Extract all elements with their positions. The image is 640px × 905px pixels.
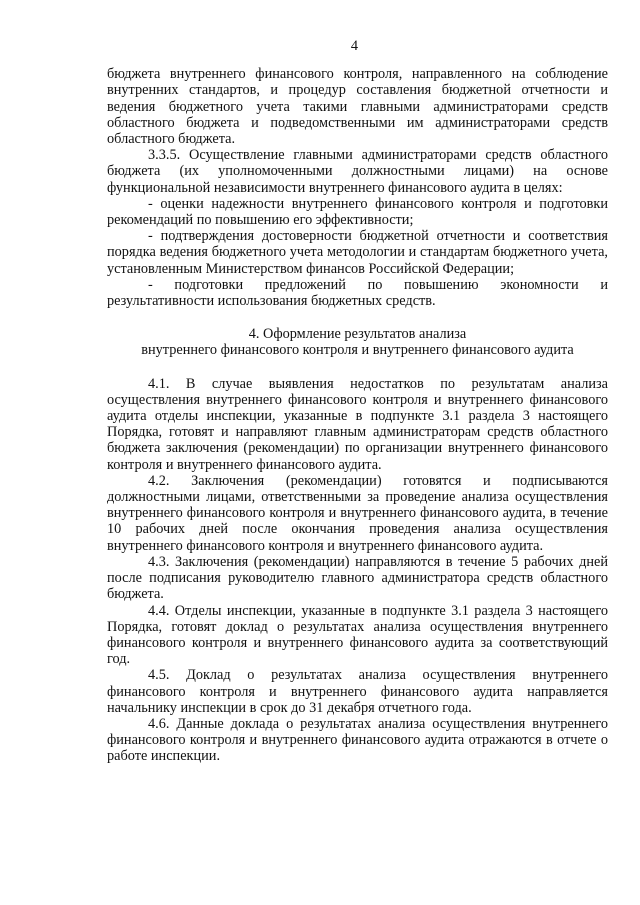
section-body <box>107 376 608 765</box>
paragraph-continuation: бюджета внутреннего финансового контроля, направленного на соблюдение внутренних стандартов, и процедур составления бюджетной отчетности и ведения бюджетного учета такими главными администраторами средств областного бюджета и подведомственными им администраторами средств областного бюджета. <box>107 66 608 148</box>
paragraph-4-4: 4.4. Отделы инспекции, указанные в подпункте 3.1 раздела 3 настоящего Порядка, готовят доклад о результатах анализа осуществления внутреннего финансового контроля и внутреннего финансового аудита за соответствующий год. <box>107 602 608 668</box>
paragraph-4-3: 4.3. Заключения (рекомендации) направляются в течение 5 рабочих дней после подписания руководителю главного администратора средств областного бюджета. <box>107 553 608 603</box>
list-item-assessment: - оценки надежности внутреннего финансового контроля и подготовки рекомендаций по повышению его эффективности; <box>107 195 608 229</box>
section-title-line-1: 4. Оформление результатов анализа <box>248 326 467 343</box>
paragraph-3-3-5: 3.3.5. Осуществление главными администраторами средств областного бюджета (их уполномоченными должностными лицами) на основе функциональной независимости внутреннего финансового аудита в целях: <box>107 147 608 196</box>
section-heading <box>107 326 608 358</box>
page-number: 4 <box>350 38 359 54</box>
section-title-line-2: внутреннего финансового контроля и внутреннего финансового аудита <box>141 342 574 359</box>
list-item-proposals: - подготовки предложений по повышению экономности и результативности использования бюджетных средств. <box>107 276 608 310</box>
paragraph-4-1: 4.1. В случае выявления недостатков по результатам анализа осуществления внутреннего финансового контроля и внутреннего финансового аудита отделы инспекции, указанные в подпункте 3.1 раздела 3 настоящего Порядка, готовят и направляют главным администраторам средств областного бюджета заключения (рекомендации) по организации внутреннего финансового контроля и внутреннего финансового аудита. <box>107 375 608 473</box>
paragraph-4-2: 4.2. Заключения (рекомендации) готовятся и подписываются должностными лицами, ответственными за проведение анализа осуществления внутреннего финансового контроля и внутреннего финансового аудита, в течение 10 рабочих дней после окончания проведения анализа осуществления внутреннего финансового контроля и внутреннего финансового аудита. <box>107 472 608 554</box>
paragraph-4-6: 4.6. Данные доклада о результатах анализа осуществления внутреннего финансового контроля и внутреннего финансового аудита отражаются в отчете о работе инспекции. <box>107 715 608 765</box>
paragraph-4-5: 4.5. Доклад о результатах анализа осуществления внутреннего финансового контроля и внутреннего финансового аудита направляется начальнику инспекции в срок до 31 декабря отчетного года. <box>107 667 608 716</box>
list-item-confirmation: - подтверждения достоверности бюджетной отчетности и соответствия порядка ведения бюджетного учета методологии и стандартам бюджетного учета, установленным Министерством финансов Российской Федерации; <box>107 228 608 277</box>
